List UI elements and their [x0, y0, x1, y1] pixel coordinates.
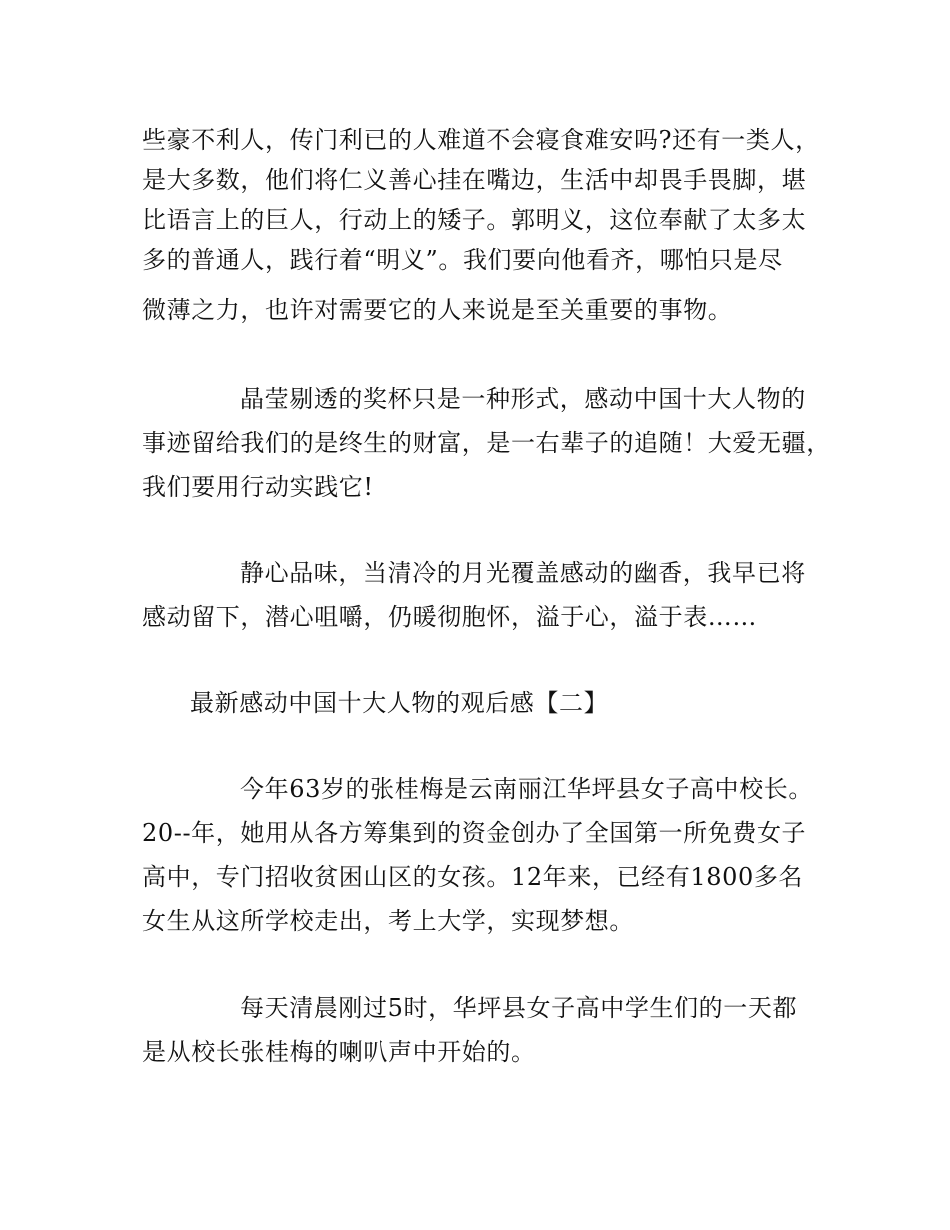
paragraph-5-line-2: 是从校长张桂梅的喇叭声中开始的。 — [142, 1038, 536, 1066]
paragraph-1-line-4: 多的普通人，践行着“明义”。我们要向他看齐，哪怕只是尽 — [142, 246, 783, 274]
paragraph-4-line-1: 今年63岁的张桂梅是云南丽江华坪县女子高中校长。 — [240, 775, 813, 803]
paragraph-1-line-2: 是大多数，他们将仁义善心挂在嘴边，生活中却畏手畏脚，堪 — [142, 166, 807, 194]
paragraph-3-line-2: 感动留下，潜心咀嚼，仍暖彻胞怀，溢于心，溢于表…… — [142, 603, 757, 631]
paragraph-2-line-2: 事迹留给我们的是终生的财富，是一右辈子的追随！大爱无疆， — [142, 429, 831, 457]
paragraph-4-line-4: 女生从这所学校走出，考上大学，实现梦想。 — [142, 907, 634, 935]
paragraph-3-line-1: 静心品味，当清冷的月光覆盖感动的幽香，我早已将 — [240, 559, 806, 587]
section-heading: 最新感动中国十大人物的观后感【二】 — [190, 689, 609, 717]
paragraph-2-line-3: 我们要用行动实践它! — [142, 473, 374, 501]
paragraph-2-line-1: 晶莹剔透的奖杯只是一种形式，感动中国十大人物的 — [240, 385, 806, 413]
paragraph-5-line-1: 每天清晨刚过5时，华坪县女子高中学生们的一天都 — [240, 994, 798, 1022]
paragraph-1-line-5: 微薄之力，也许对需要它的人来说是至关重要的事物。 — [142, 296, 733, 324]
paragraph-1-line-3: 比语言上的巨人，行动上的矮子。郭明义，这位奉献了太多太 — [142, 206, 807, 234]
paragraph-4-line-2: 20--年，她用从各方筹集到的资金创办了全国第一所免费女子 — [142, 819, 807, 847]
paragraph-4-line-3: 高中，专门招收贫困山区的女孩。12年来，已经有1800多名 — [142, 863, 804, 891]
paragraph-1-line-1: 些豪不利人，传门利已的人难道不会寝食难安吗?还有一类人， — [142, 126, 820, 154]
